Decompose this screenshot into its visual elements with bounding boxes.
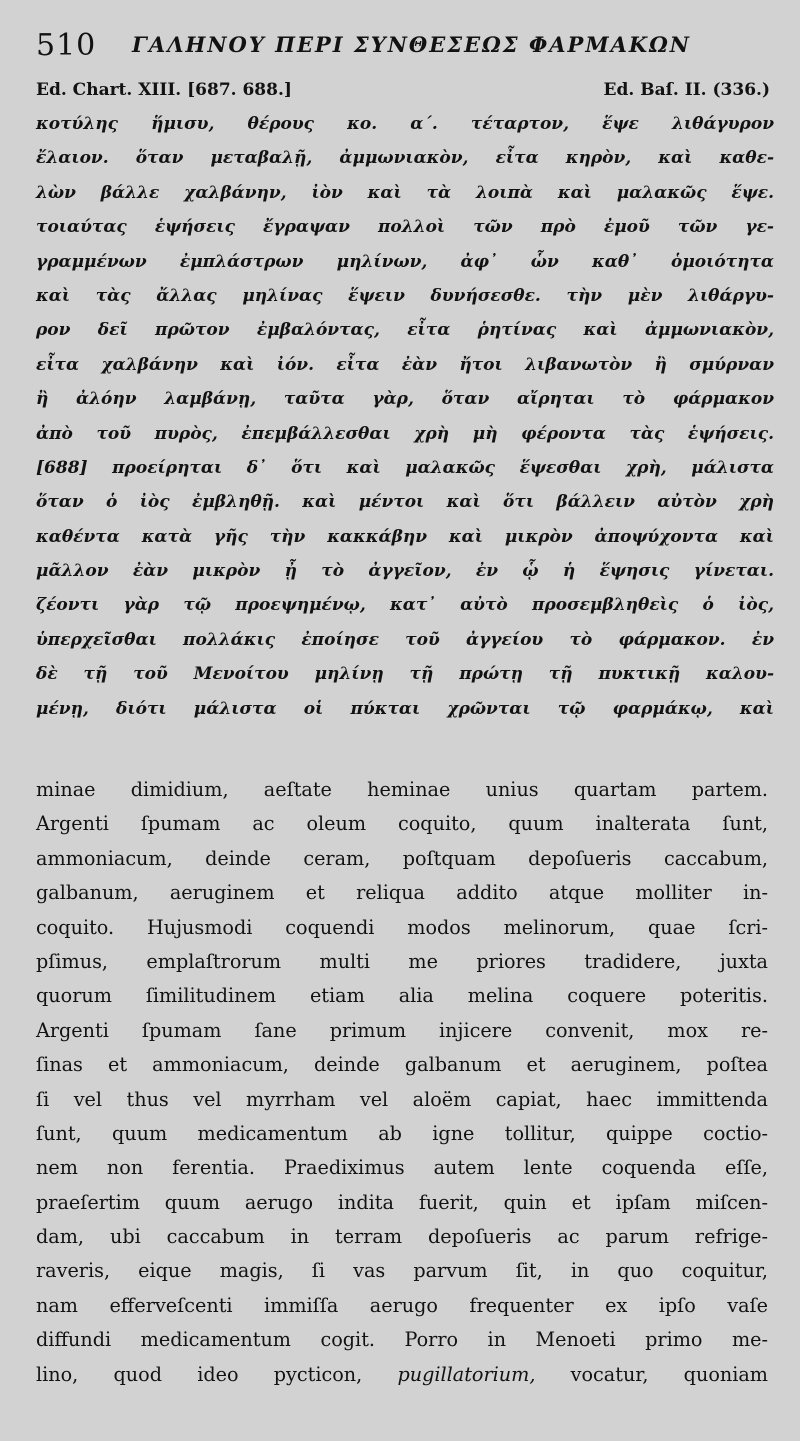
text-line: εἶτα χαλβάνην καὶ ἰόν. εἶτα ἐὰν ἤτοι λιβανωτὸν ἢ σμύρναν [36,354,774,375]
text-line: καὶ τὰς ἄλλας μηλίνας ἕψειν δυνήσεσθε. τὴν μὲν λιθάργυ- [36,285,774,306]
text-line: [688] προείρηται δ᾿ ὅτι καὶ μαλακῶς ἕψεσθαι χρὴ, μάλιστα [36,457,774,478]
text-line: raveris, eique magis, ſi vas parvum ſit, in quo coquitur, [36,1259,768,1283]
text-line: ρον δεῖ πρῶτον ἐμβαλόντας, εἶτα ῥητίνας καὶ ἀμμωνιακὸν, [36,320,774,341]
text-line: ammoniacum, deinde ceram, poſtquam depoſueris caccabum, [36,846,768,870]
text-line: δὲ τῇ τοῦ Μενοίτου μηλίνῃ τῇ πρώτῃ τῇ πυκτικῇ καλου- [36,664,774,685]
text-line: ἢ ἀλόην λαμβάνῃ, ταῦτα γὰρ, ὅταν αἴρηται τὸ φάρμακον [36,389,774,410]
text-line: ἀπὸ τοῦ πυρὸς, ἐπεμβάλλεσθαι χρὴ μὴ φέροντα τὰς ἑψήσεις. [36,423,774,444]
text-line: minae dimidium, aeſtate heminae unius quartam partem. [36,778,768,801]
text-line: galbanum, aeruginem et reliqua addito atque molliter in- [36,881,768,905]
edition-references [36,80,770,106]
text-line: pſimus, emplaſtrorum multi me priores tradidere, juxta [36,949,768,973]
text-line: κοτύλης ἥμισυ, θέρους κο. α΄. τέταρτον, ἕψε λιθάγυρον [36,114,774,134]
text-line: ſunt, quum medicamentum ab igne tollitur, quippe coctio- [36,1121,768,1145]
text-line: ſinas et ammoniacum, deinde galbanum et aeruginem, poſtea [36,1053,768,1077]
page-header [36,28,776,72]
edition-chartier: Ed. Chart. XIII. [687. 688.] [36,80,292,100]
text-line: lino, quod ideo pycticon, pugillatorium, vocatur, quoniam [36,1362,769,1386]
text-line: γραμμένων ἐμπλάστρων μηλίνων, ἀφ᾿ ὧν καθ᾿ ὁμοιότητα [36,251,774,272]
page-number: 510 [36,28,97,63]
edition-basel: Ed. Baſ. II. (336.) [603,80,770,100]
text-line: ὅταν ὁ ἰὸς ἐμβληθῇ. καὶ μέντοι καὶ ὅτι βάλλειν αὐτὸν χρὴ [36,492,774,513]
text-line: nem non ferentia. Praediximus autem lente coquenda eſſe, [36,1156,768,1180]
latin-text-block [36,773,768,1392]
text-line: ſi vel thus vel myrrham vel aloëm capiat, haec immittenda [36,1087,768,1111]
text-line: nam effervеſcenti immiſſa aerugo frequenter ex ipſo vaſe [36,1293,768,1317]
text-line: καθέντα κατὰ γῆς τὴν κακκάβην καὶ μικρὸν ἀποψύχοντα καὶ [36,526,774,547]
text-line: coquito. Hujusmodi coquendi modos melinorum, quae ſcri- [36,915,768,939]
text-line: ὑπερχεῖσθαι πολλάκις ἐποίησε τοῦ ἀγγείου τὸ φάρμακον. ἐν [36,629,774,650]
text-line: diffundi medicamentum cogit. Porro in Menoeti primo me- [36,1328,768,1352]
text-line: μᾶλλον ἐὰν μικρὸν ᾖ τὸ ἀγγεῖον, ἐν ᾧ ἡ ἕψησις γίνεται. [36,561,774,582]
greek-text-block [36,107,774,726]
text-line: ζέοντι γὰρ τῷ προεψημένῳ, κατ᾿ αὐτὸ προσεμβληθεὶς ὁ ἰὸς, [36,595,774,616]
text-line: λὼν βάλλε χαλβάνην, ἰὸν καὶ τὰ λοιπὰ καὶ μαλακῶς ἕψε. [36,182,774,203]
text-line: μένῃ, διότι μάλιστα οἱ πύκται χρῶνται τῷ φαρμάκῳ, καὶ [36,698,774,719]
italic-gloss: pugillatorium, [397,1362,536,1386]
text-line: Argenti ſpumam ſane primum injicere convenit, mox re- [36,1018,768,1042]
text-line: dam, ubi caccabum in terram depoſueris ac parum refrige- [36,1225,768,1249]
text-line: Argenti ſpumam ac oleum coquito, quum inalterata ſunt, [36,812,768,836]
text-line: τοιαύτας ἑψήσεις ἔγραψαν πολλοὶ τῶν πρὸ ἐμοῦ τῶν γε- [36,217,774,238]
text-line: quorum ſimilitudinem etiam alia melina coquere poteritis. [36,984,768,1008]
text-line: ἔλαιον. ὅταν μεταβαλῇ, ἀμμωνιακὸν, εἶτα κηρὸν, καὶ καθε- [36,148,774,169]
running-title: ΓΑΛΗΝΟΥ ΠΕΡΙ ΣΥΝΘΕΣΕΩΣ ΦΑΡΜΑΚΩΝ [132,32,691,57]
text-line: praeſertim quum aerugo indita fuerit, quin et ipſam miſcen- [36,1190,768,1214]
